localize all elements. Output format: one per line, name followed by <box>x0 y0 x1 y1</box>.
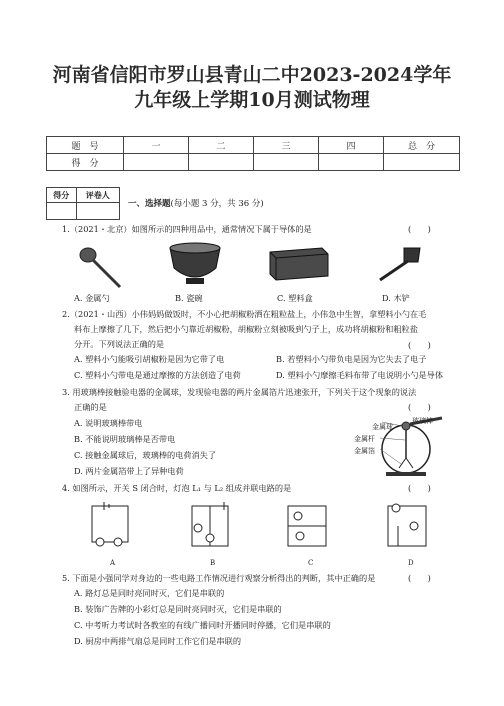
ceramic-bowl-image <box>166 242 224 290</box>
answer-bracket[interactable]: ( ) <box>408 483 431 493</box>
answer-bracket[interactable]: ( ) <box>408 224 431 234</box>
q5-option-b[interactable]: B. 装饰广告牌的小彩灯总是同时亮同时灭，它们是串联的 <box>74 604 282 614</box>
score-table <box>46 136 460 171</box>
score-header-cell: 四 <box>319 137 384 154</box>
grader-score-cell[interactable] <box>47 203 77 220</box>
label-metal-ball: 金属球 <box>372 423 393 431</box>
q3-option-c[interactable]: C. 接触金属球后，玻璃棒的电荷消失了 <box>74 450 217 460</box>
label-metal-rod: 金属杆 <box>354 435 375 443</box>
circuit-label-a: A <box>110 559 116 567</box>
label-metal-foil: 金属箔 <box>354 447 375 455</box>
q1-option-a[interactable]: A. 金属勺 <box>74 293 110 303</box>
document-title-line1: 河南省信阳市罗山县青山二中2023-2024学年 <box>52 64 452 86</box>
q1-stem: 1.（2021・北京）如图所示的四种用品中，通常情况下属于导体的是 <box>62 224 312 234</box>
circuit-label-d: D <box>408 559 414 567</box>
score-cell[interactable] <box>319 154 384 171</box>
label-glass-rod: 玻璃棒 <box>412 417 433 425</box>
score-cell[interactable] <box>189 154 254 171</box>
q2-option-d[interactable]: D. 塑料小勺摩擦毛料布带了电说明小勺是导体 <box>276 370 444 380</box>
q2-stem-line: 分开。下列说法正确的是 <box>74 339 165 349</box>
score-header-cell: 题 号 <box>47 137 124 154</box>
score-header-cell: 二 <box>189 137 254 154</box>
score-cell[interactable] <box>254 154 319 171</box>
score-header-cell: 总 分 <box>384 137 460 154</box>
q5-option-a[interactable]: A. 路灯总是同时亮同时灭，它们是串联的 <box>74 588 225 598</box>
q2-stem-line: 料布上摩擦了几下，然后把小勺靠近胡椒粉，胡椒粉立刻被吸到勺子上，成功将胡椒粉和粗粒盐 <box>74 324 418 334</box>
q3-stem-line: 正确的是 <box>74 402 107 412</box>
q2-option-b[interactable]: B. 若塑料小勺带负电是因为它失去了电子 <box>276 354 427 364</box>
q4-stem: 4. 如图所示，开关 S 闭合时，灯泡 L₁ 与 L₂ 组成并联电路的是 <box>62 483 292 493</box>
circuit-label-c: C <box>308 559 314 567</box>
q5-option-d[interactable]: D. 厨房中两排气扇总是同时工作它们是串联的 <box>74 636 242 646</box>
section-note: (每小题 3 分，共 36 分) <box>170 199 264 209</box>
q2-option-a[interactable]: A. 塑料小勺能吸引胡椒粉是因为它带了电 <box>74 354 225 364</box>
circuit-label-b: B <box>210 559 216 567</box>
answer-bracket[interactable]: ( ) <box>408 340 431 350</box>
document-title-line2: 九年级上学期10月测试物理 <box>134 89 370 111</box>
grader-score-label: 得分 <box>47 188 77 203</box>
q5-stem: 5. 下面是小强同学对身边的一些电路工作情况进行观察分析得出的判断，其中正确的是 <box>62 573 376 583</box>
grader-reviewer-label: 评卷人 <box>76 188 119 203</box>
score-header-cell: 三 <box>254 137 319 154</box>
q3-option-a[interactable]: A. 说明玻璃棒带电 <box>74 418 143 428</box>
score-cell[interactable] <box>384 154 460 171</box>
q3-option-b[interactable]: B. 不能说明玻璃棒是否带电 <box>74 434 176 444</box>
q3-option-d[interactable]: D. 两片金属箔带上了异种电荷 <box>74 466 184 476</box>
q2-stem-line: 2.（2021・山西）小伟妈妈做饭时，不小心把胡椒粉洒在粗粒盐上，小伟急中生智，拿塑料小勺在毛 <box>62 309 427 319</box>
metal-spoon-image <box>74 244 130 292</box>
q2-option-c[interactable]: C. 塑料小勺带电是通过摩擦的方法创造了电荷 <box>74 370 241 380</box>
grader-table <box>46 187 120 220</box>
score-header-cell: 一 <box>124 137 189 154</box>
answer-bracket[interactable]: ( ) <box>408 402 431 412</box>
answer-bracket[interactable]: ( ) <box>408 573 431 583</box>
section-heading: 一、选择题(每小题 3 分，共 36 分) <box>128 199 264 209</box>
score-row-label: 得 分 <box>47 154 124 171</box>
grader-reviewer-cell[interactable] <box>76 203 119 220</box>
q5-option-c[interactable]: C. 中考听力考试时各教室的有线广播同时开播同时停播，它们是串联的 <box>74 620 331 630</box>
score-cell[interactable] <box>124 154 189 171</box>
q3-stem-line: 3. 用玻璃棒接触验电器的金属球，发现验电器的两片金属箔片迅速张开，下列关于这个现象的说法 <box>62 387 417 397</box>
q1-option-d[interactable]: D. 木铲 <box>382 293 410 303</box>
plastic-box-image <box>266 244 330 284</box>
q1-option-b[interactable]: B. 瓷碗 <box>175 293 203 303</box>
wooden-spatula-image <box>374 244 424 284</box>
circuit-diagrams <box>88 498 428 560</box>
q1-option-c[interactable]: C. 塑料盒 <box>277 293 313 303</box>
